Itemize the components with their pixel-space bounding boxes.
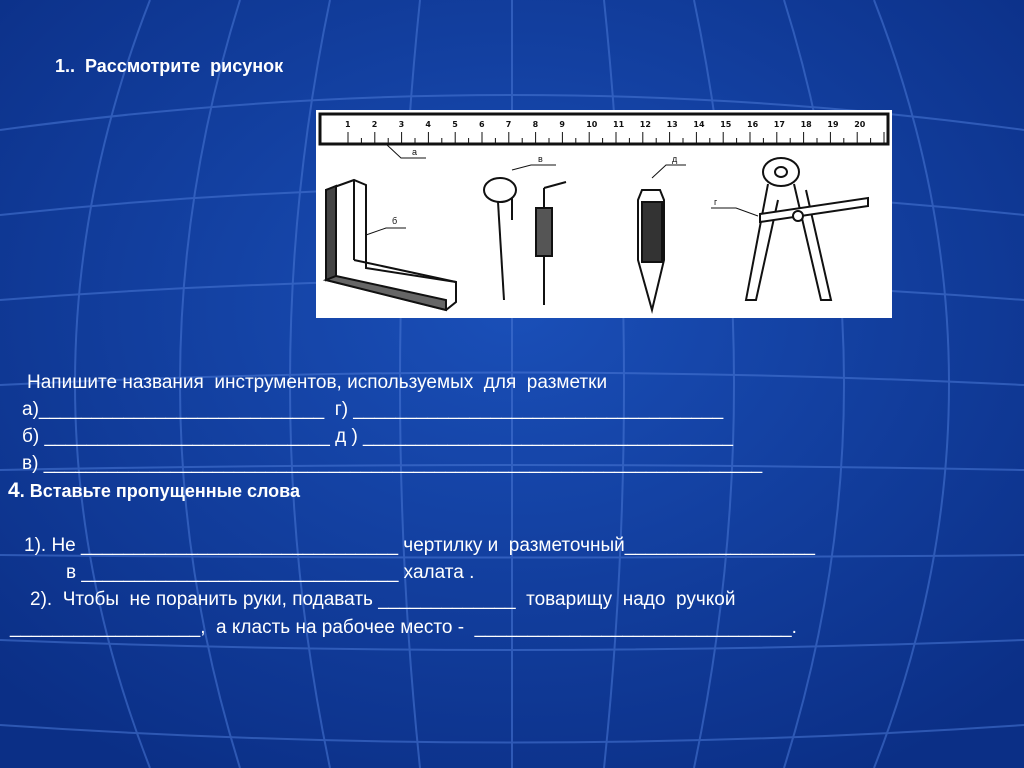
try-square-tool	[326, 180, 456, 310]
task1-instruction: Напишите названия инструментов, используемых для разметки	[27, 372, 608, 393]
answer-line-a-g: а)___________________________ г) ___________________________________	[22, 399, 724, 420]
ruler-number: 20	[854, 120, 866, 129]
heading-4-number: 4	[8, 479, 20, 502]
dividers-tool	[746, 158, 868, 300]
ruler-number: 15	[720, 120, 732, 129]
answer-line-b-d: б) ___________________________ д ) ___________________________________	[22, 426, 733, 447]
heading-4-text: . Вставьте пропущенные слова	[19, 481, 301, 501]
ruler-number: 1	[345, 120, 351, 129]
ruler-number: 11	[613, 120, 625, 129]
ruler-number: 10	[586, 120, 598, 129]
ruler-number: 17	[773, 120, 785, 129]
ruler-number: 2	[371, 120, 378, 129]
ruler-number: 5	[452, 120, 458, 129]
ruler-number: 9	[559, 120, 565, 129]
tools-drawing	[316, 110, 892, 318]
ruler-number: 6	[479, 120, 485, 129]
ruler-number: 8	[532, 120, 539, 129]
ruler-number: 16	[747, 120, 759, 129]
label-a: а	[412, 147, 418, 157]
ruler-number: 13	[666, 120, 678, 129]
label-v: в	[538, 154, 543, 164]
label-g: г	[714, 197, 718, 207]
scriber-tools	[484, 178, 566, 305]
ruler-number: 18	[800, 120, 812, 129]
task4-line-3: 2). Чтобы не поранить руки, подавать _____________ товарищу надо ручкой	[30, 589, 736, 610]
label-d: д	[672, 154, 678, 164]
task4-line-2: в ______________________________ халата .	[66, 562, 475, 583]
ruler-number: 4	[425, 120, 431, 129]
heading-1: 1.. Рассмотрите рисунок	[55, 56, 284, 76]
ruler-number: 7	[505, 120, 512, 129]
ruler-number: 14	[693, 120, 705, 129]
answer-line-v: в) ____________________________________________________________________	[22, 453, 763, 474]
marking-tools-figure	[316, 110, 892, 318]
center-punch-tool	[638, 190, 664, 310]
task4-line-1: 1). Не ______________________________ чертилку и разметочный__________________	[24, 535, 815, 556]
ruler-number: 3	[398, 120, 405, 129]
ruler	[320, 114, 888, 144]
label-b: б	[392, 216, 398, 226]
task4-line-4: __________________, а класть на рабочее место - ______________________________.	[10, 617, 797, 638]
ruler-number: 19	[827, 120, 839, 129]
heading-4	[8, 480, 300, 502]
ruler-number: 12	[639, 120, 651, 129]
